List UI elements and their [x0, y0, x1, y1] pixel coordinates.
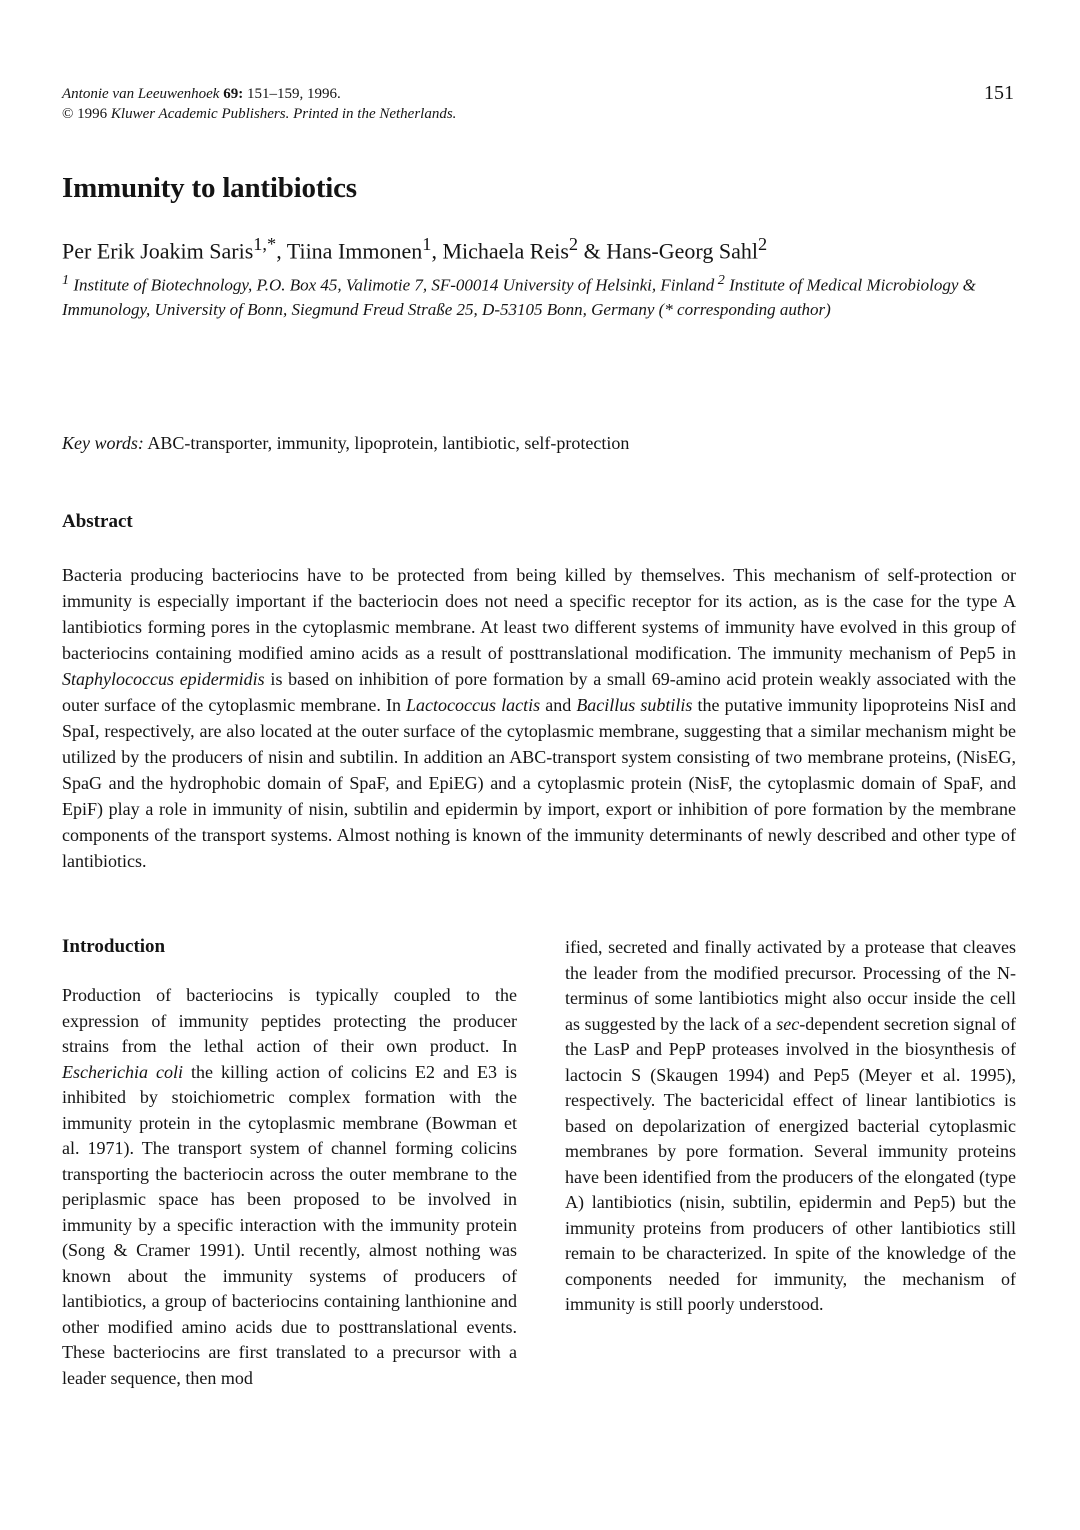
affiliations — [62, 268, 1012, 322]
copyright-year: 1996 — [73, 106, 111, 122]
keywords — [62, 433, 629, 454]
abstract-body — [62, 562, 1016, 874]
affiliation-text: Institute of Medical Microbiology & Immunology, University of Bonn, Siegmund Freud Straße 25, D-53105 Bonn, Germany (* corresponding author) — [62, 275, 976, 319]
author-name: Tiina Immonen — [286, 238, 423, 264]
introduction-paragraph — [62, 983, 517, 1391]
journal-pages-year: 151–159, 1996. — [243, 86, 341, 102]
author-superscript: 2 — [757, 234, 768, 254]
author-separator: & — [578, 238, 607, 264]
body-text: -dependent secretion signal of the LasP and PepP proteases involved in the biosynthesis of lactocin S (Skaugen 1994) and Pep5 (Meyer et al. 1995), respectively. The bactericidal effect of linear lantibiotics is based on depolarization of energized bacterial cytoplasmic membranes by pore formation. Several immunity proteins have been identified from the producers of the elongated (type A) lantibiotics (nisin, subtilin, epidermin and Pep5) but the immunity proteins from producers of other lantibiotics still remain to be characterized. In spite of the knowledge of the components needed for immunity, the mechanism of immunity is still poorly understood. — [565, 1013, 1017, 1314]
journal-citation — [62, 84, 456, 124]
publisher-name: Kluwer Academic Publishers. Printed in the Netherlands. — [110, 106, 457, 122]
affiliation-superscript: 1 — [62, 272, 70, 288]
page-number: 151 — [984, 82, 1014, 104]
species-name: Lactococcus lactis — [406, 695, 541, 715]
species-name: Bacillus subtilis — [576, 695, 693, 715]
sec-term: sec — [776, 1013, 800, 1034]
journal-volume: 69: — [223, 86, 244, 102]
article-title: Immunity to lantibiotics — [62, 172, 357, 204]
copyright-symbol: © — [62, 106, 74, 122]
citation-line — [62, 84, 456, 104]
abstract-text: Bacteria producing bacteriocins have to be protected from being killed by themselves. This mechanism of self-protection or immunity is especially important if the bacteriocin does not need a specific receptor for its action, as is the case for the type A lantibiotics forming pores in the cytoplasmic membrane. At least two different systems of immunity have evolved in this group of bacteriocins containing modified amino acids as a result of posttranslational modification. The immunity mechanism of Pep5 in — [62, 565, 1016, 663]
author-list — [62, 234, 767, 264]
abstract-text: the putative immunity lipoproteins NisI and SpaI, respectively, are also located at the outer surface of the cytoplasmic membrane, suggesting that a similar mechanism might be utilized by the producers of nisin and subtilin. In addition an ABC-transport system consisting of two membrane proteins, (NisEG, SpaG and the hydrophobic domain of SpaF, and EpiEG) and a cytoplasmic protein (NisF, the cytoplasmic domain of SpaF, and EpiF) play a role in immunity of nisin, subtilin and epidermin by import, export or inhibition of pore formation by the membrane components of the transport systems. Almost nothing is known of the immunity determinants of newly described and other type of lantibiotics. — [62, 695, 1016, 871]
body-text: ified, secreted and finally activated by a protease that cleaves the leader from the modified precursor. Processing of the N-terminus of some lantibiotics might also occur inside the cell as suggested by the lack of a — [565, 937, 1016, 1034]
journal-name: Antonie van Leeuwenhoek — [62, 86, 220, 102]
species-name: Escherichia coli — [62, 1061, 183, 1082]
author-superscript: 1,* — [253, 234, 277, 254]
abstract-heading: Abstract — [62, 511, 133, 532]
copyright-line — [62, 104, 456, 124]
introduction-paragraph-continued — [565, 935, 1016, 1318]
right-column — [565, 935, 1016, 1318]
author-separator: , — [276, 238, 287, 264]
keywords-text: ABC-transporter, immunity, lipoprotein, lantibiotic, self-protection — [143, 433, 630, 453]
author-superscript: 1 — [422, 234, 432, 254]
introduction-heading: Introduction — [62, 936, 166, 957]
keywords-label: Key words: — [62, 433, 144, 453]
body-text: the killing action of colicins E2 and E3 is inhibited by stoichiometric complex formation with the immunity protein in the cytoplasmic membrane (Bowman et al. 1971). The transport system of channel forming colicins transporting the bacteriocin across the outer membrane to the periplasmic space has been proposed to be involved in immunity by a specific interaction with the immunity protein (Song & Cramer 1991). Until recently, almost nothing was known about the immunity systems of producers of lantibiotics, a group of bacteriocins containing lanthionine and other modified amino acids due to posttranslational events. These bacteriocins are first translated to a precursor with a leader sequence, then mod — [62, 1061, 517, 1388]
abstract-text: is based on inhibition of pore formation by a small 69-amino acid protein weakly associated with the outer surface of the cytoplasmic membrane. In — [62, 669, 1016, 715]
body-text: Production of bacteriocins is typically coupled to the expression of immunity peptides protecting the producer strains from the lethal action of their own product. In — [62, 985, 517, 1056]
abstract-text: and — [540, 695, 577, 715]
affiliation-text: Institute of Biotechnology, P.O. Box 45, Valimotie 7, SF-00014 University of Helsinki, Finland — [69, 275, 715, 295]
author-name: Per Erik Joakim Saris — [62, 238, 254, 264]
left-column — [62, 935, 517, 1391]
affiliation-superscript: 2 — [714, 272, 725, 288]
species-name: Staphylococcus epidermidis — [62, 669, 265, 689]
author-name: Michaela Reis — [442, 238, 569, 264]
author-name: Hans-Georg Sahl — [606, 238, 758, 264]
author-superscript: 2 — [568, 234, 579, 254]
author-separator: , — [431, 238, 443, 264]
